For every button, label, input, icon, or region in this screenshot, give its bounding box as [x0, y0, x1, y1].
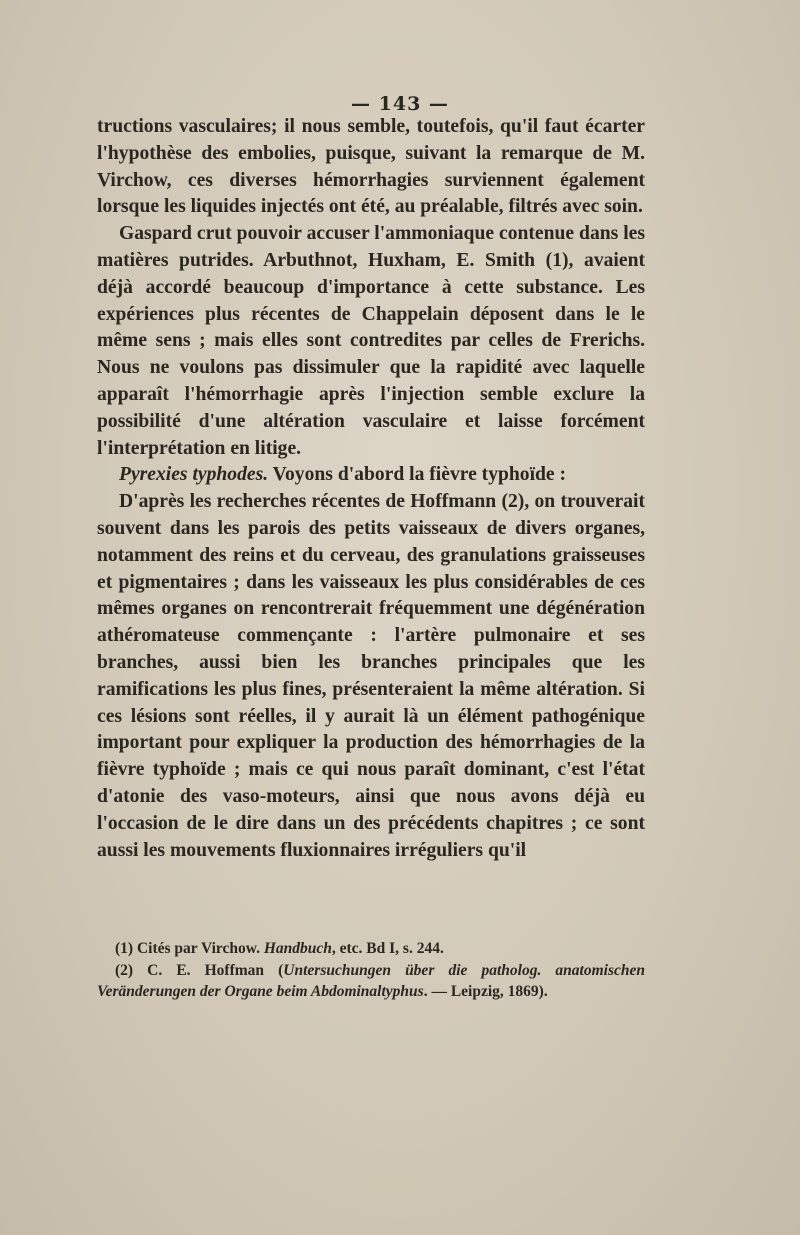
paragraph-2: Gaspard crut pouvoir accuser l'ammoniaque contenue dans les matières putrides. Arbuthnot, Huxham, E. Smith (1), avaient déjà accordé beaucoup d'importance à cette substance. Les expériences plus récentes de Chappelain déposent dans le le même sens ; mais elles sont contredites par celles de Frerichs. Nous ne voulons pas dissimuler que la rapidité avec laquelle apparaît l'hémorrhagie après l'injection semble exclure la possibilité d'une altération vasculaire et laisse forcément l'interprétation en litige. — [97, 223, 645, 459]
page-number: — 143 — — [351, 93, 449, 115]
footnote-2 — [97, 960, 645, 1003]
footnote-2-suffix: . — Leipzig, 1869). — [423, 983, 548, 1000]
footnote-1-prefix: (1) Cités par Virchow. — [115, 940, 264, 957]
footnote-1-suffix: , etc. Bd I, s. 244. — [331, 940, 444, 957]
footnote-1 — [97, 938, 645, 960]
section-heading: Pyrexies typhodes. — [119, 464, 269, 486]
footnote-2-prefix: (2) C. E. Hoffman ( — [115, 961, 284, 979]
paragraph-1: tructions vasculaires; il nous semble, toutefois, qu'il faut écarter l'hypothèse des embolies, puisque, suivant la remarque de M. Virchow, ces diverses hémorrhagies surviennent également lorsque les liquides injectés ont été, au préalable, filtrés avec soin. — [97, 116, 645, 218]
footnote-2-title: Untersuchungen über die patholog. anatomischen Veränderungen der Organe beim Abdominaltyphus — [97, 961, 645, 1000]
footnote-1-title: Handbuch — [263, 940, 332, 957]
paragraph-4: D'après les recherches récentes de Hoffmann (2), on trouverait souvent dans les parois des petits vaisseaux de divers organes, notamment des reins et du cerveau, des granulations graisseuses et pigmentaires ; dans les vaisseaux les plus considérables de ces mêmes organes on rencontrerait fréquemment une dégénération athéromateuse commençante : l'artère pulmonaire et ses branches, aussi bien les branches principales que les ramifications les plus fines, présenteraient la même altération. Si ces lésions sont réelles, il y aurait là un élément pathogénique important pour expliquer la production des hémorrhagies de la fièvre typhoïde ; mais ce qui nous paraît dominant, c'est l'état d'atonie des vaso-moteurs, ainsi que nous avons déjà eu l'occasion de le dire dans un des précédents chapitres ; ce sont aussi les mouvements fluxionnaires irréguliers qu'il — [97, 491, 645, 861]
paragraph-3-text: Voyons d'abord la fièvre typhoïde : — [268, 464, 567, 486]
main-text — [97, 114, 645, 864]
paragraph-3 — [97, 462, 645, 489]
footnotes — [97, 938, 645, 1003]
